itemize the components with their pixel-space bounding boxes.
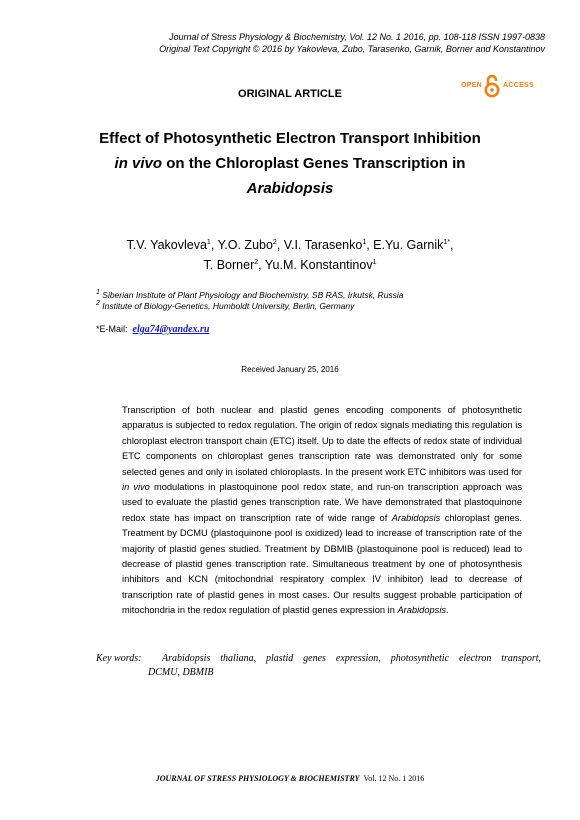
email-link[interactable]: elga74@yandex.ru: [132, 324, 210, 335]
author-line-2: T. Borner$^2$, Yu.M. Konstantinov$^1$: [203, 258, 377, 272]
abstract: [122, 403, 522, 619]
abstract-in-vivo: in vivo: [122, 482, 150, 493]
author-name: E.Yu. Garnik: [373, 238, 444, 252]
corresponding-email: [96, 324, 209, 335]
title-line-1: Effect of Photosynthetic Electron Transport Inhibition: [99, 130, 481, 147]
affiliation-2: [96, 301, 546, 312]
section-label: ORIGINAL ARTICLE: [238, 88, 342, 100]
abstract-text: Transcription of both nuclear and plastid genes encoding components of photosynthetic apparatus is subjected to redox regulation. The origin of redox signals mediating this regulation is chloroplast electron transport chain (ETC) itself. Up to date the effects of redox state of individual ETC components on chloroplast genes transcription rate was demonstrated only for some selected genes and only in isolated chloroplasts. In the present work ETC inhibitors was used for: [122, 405, 522, 477]
article-title: [60, 126, 520, 201]
affiliation-number: 2: [96, 300, 100, 308]
title-line-2: [60, 151, 520, 176]
title-in-vivo: in vivo: [114, 155, 163, 172]
author-name: Yu.M. Konstantinov: [264, 258, 373, 272]
copyright-line: Original Text Copyright © 2016 by Yakovleva, Zubo, Tarasenko, Garnik, Borner and Konstantinov: [159, 44, 545, 54]
author-affiliation-mark: 1: [372, 258, 377, 266]
author-name: T.V. Yakovleva: [126, 238, 207, 252]
footer-journal: JOURNAL OF STRESS PHYSIOLOGY & BIOCHEMISTRY: [155, 774, 360, 783]
author-affiliation-mark: 1: [206, 238, 211, 246]
page-footer: [0, 774, 580, 783]
keywords-label: Key words:: [96, 653, 142, 664]
title-arabidopsis: Arabidopsis: [246, 180, 334, 197]
keywords: [96, 652, 541, 680]
affiliation-text: Institute of Biology-Genetics, Humboldt University, Berlin, Germany: [102, 301, 355, 311]
author-affiliation-mark: 2: [254, 258, 259, 266]
affiliation-text: Siberian Institute of Plant Physiology and Biochemistry, SB RAS, Irkutsk, Russia: [102, 290, 404, 300]
author-list: [60, 235, 520, 275]
footer-volume: Vol. 12 No. 1 2016: [363, 774, 425, 783]
affiliation-1: [96, 290, 546, 301]
author-affiliation-mark: 1: [362, 238, 367, 246]
title-line-2-rest: on the Chloroplast Genes Transcription in: [162, 155, 466, 172]
email-label: *E-Mail:: [96, 324, 128, 334]
keywords-line-2: DCMU, DBMIB: [148, 667, 214, 678]
affiliation-number: 1: [96, 289, 100, 297]
title-line-3: [60, 176, 520, 201]
author-name: Y.O. Zubo: [217, 238, 273, 252]
abstract-arabidopsis: Arabidopsis: [391, 512, 441, 523]
author-name: T. Borner: [203, 258, 255, 272]
author-affiliation-mark: 2: [272, 238, 277, 246]
author-affiliation-mark: 1*: [443, 238, 450, 246]
abstract-text: chloroplast genes. Treatment by DCMU (plastoquinone pool is oxidized) lead to increase of transcription rate of the majority of plastid genes studied. Treatment by DBMIB (plastoquinone pool is reduced) lead to decrease of plastid genes transcription rate. Simultaneous treatment by one of photosynthesis inhibitors and KCN (mitochondrial respiratory complex IV inhibitor) lead to decrease of transcription rate of plastid genes in most cases. Our results suggest probable participation of mitochondria in the redox regulation of plastid genes expression in: [122, 512, 522, 616]
journal-header: Journal of Stress Physiology & Biochemistry, Vol. 12 No. 1 2016, pp. 108-118 ISSN 1997-0838: [168, 32, 545, 42]
abstract-text: modulations in plastoquinone pool redox state, and run-on transcription approach was used to evaluate the plastid genes transcription rate. We have demonstrated that plastoquinone redox state has impact on transcription rate of wide range of: [122, 482, 522, 523]
author-line-1: T.V. Yakovleva$^1$, Y.O. Zubo$^2$, V.I. Tarasenko$^1$, E.Yu. Garnik$^{1*}$,: [126, 238, 454, 252]
received-date: Received January 25, 2016: [241, 365, 339, 374]
open-access-word-access: ACCESS: [503, 82, 534, 89]
abstract-text: .: [446, 605, 449, 616]
abstract-arabidopsis: Arabidopsis: [397, 605, 447, 616]
open-access-word-open: OPEN: [461, 82, 483, 89]
keywords-line-1: Arabidopsis thaliana, plastid genes expression, photosynthetic electron transport,: [162, 653, 541, 664]
author-name: V.I. Tarasenko: [283, 238, 363, 252]
